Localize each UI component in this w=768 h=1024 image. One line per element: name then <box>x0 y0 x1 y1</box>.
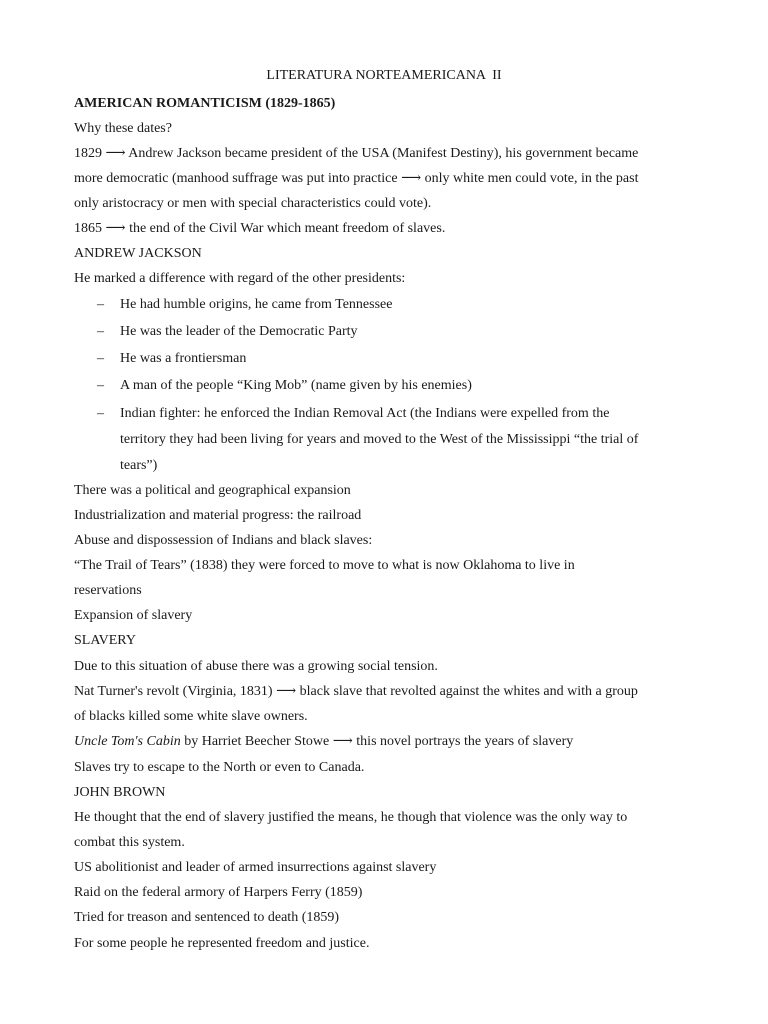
abuse-line: Abuse and dispossession of Indians and black slaves: <box>74 533 373 548</box>
bullet-dash: – <box>97 406 104 421</box>
bullet-dash: – <box>97 324 104 339</box>
john-brown-treason-line: Tried for treason and sentenced to death (1859) <box>74 910 340 925</box>
slaves-escape-line: Slaves try to escape to the North or even to Canada. <box>74 760 365 775</box>
section-heading-american-romanticism: AMERICAN ROMANTICISM (1829-1865) <box>74 96 336 111</box>
andrew-jackson-intro: He marked a difference with regard of the other presidents: <box>74 271 406 286</box>
john-brown-freedom-line: For some people he represented freedom and justice. <box>74 936 370 951</box>
expansion-line: There was a political and geographical expansion <box>74 483 351 498</box>
why-dates-line: Why these dates? <box>74 121 172 136</box>
uncle-toms-cabin-line <box>74 732 573 752</box>
expansion-of-slavery-line: Expansion of slavery <box>74 608 193 623</box>
trail-of-tears-line-1: “The Trail of Tears” (1838) they were forced to move to what is now Oklahoma to live in <box>74 558 575 573</box>
andrew-jackson-bullet-5-line-1: Indian fighter: he enforced the Indian Removal Act (the Indians were expelled from the <box>120 406 610 421</box>
paragraph-1865: 1865 ⟶ the end of the Civil War which meant freedom of slaves. <box>74 221 446 236</box>
john-brown-line-1: He thought that the end of slavery justified the means, he though that violence was the only way to <box>74 810 628 825</box>
industrialization-line: Industrialization and material progress: the railroad <box>74 508 362 523</box>
bullet-dash: – <box>97 297 104 312</box>
section-heading-slavery: SLAVERY <box>74 633 136 648</box>
john-brown-raid-line: Raid on the federal armory of Harpers Ferry (1859) <box>74 885 363 900</box>
uncle-toms-cabin-rest: by Harriet Beecher Stowe ⟶ this novel portrays the years of slavery <box>180 734 574 749</box>
john-brown-line-2: combat this system. <box>74 835 185 850</box>
andrew-jackson-bullet-1: He had humble origins, he came from Tennessee <box>120 297 393 312</box>
bullet-dash: – <box>97 351 104 366</box>
nat-turner-line-1: Nat Turner's revolt (Virginia, 1831) ⟶ black slave that revolted against the whites and with a group <box>74 684 638 699</box>
andrew-jackson-bullet-5-line-2: territory they had been living for years and moved to the West of the Mississippi “the trial of <box>120 432 639 447</box>
section-heading-andrew-jackson: ANDREW JACKSON <box>74 246 202 261</box>
trail-of-tears-line-2: reservations <box>74 583 142 598</box>
paragraph-1829-line-3: only aristocracy or men with special characteristics could vote). <box>74 196 432 211</box>
section-heading-john-brown: JOHN BROWN <box>74 785 166 800</box>
slavery-tension-line: Due to this situation of abuse there was a growing social tension. <box>74 659 438 674</box>
paragraph-1829-line-1: 1829 ⟶ Andrew Jackson became president of the USA (Manifest Destiny), his government became <box>74 146 639 161</box>
john-brown-abolitionist-line: US abolitionist and leader of armed insurrections against slavery <box>74 860 437 875</box>
paragraph-1829-line-2: more democratic (manhood suffrage was put into practice ⟶ only white men could vote, in the past <box>74 171 639 186</box>
andrew-jackson-bullet-2: He was the leader of the Democratic Party <box>120 324 358 339</box>
andrew-jackson-bullet-4: A man of the people “King Mob” (name given by his enemies) <box>120 378 472 393</box>
nat-turner-line-2: of blacks killed some white slave owners. <box>74 709 308 724</box>
andrew-jackson-bullet-5-line-3: tears”) <box>120 458 158 473</box>
uncle-toms-cabin-title: Uncle Tom's Cabin <box>74 734 181 749</box>
andrew-jackson-bullet-3: He was a frontiersman <box>120 351 247 366</box>
bullet-dash: – <box>97 378 104 393</box>
document-title: LITERATURA NORTEAMERICANA II <box>266 68 502 83</box>
